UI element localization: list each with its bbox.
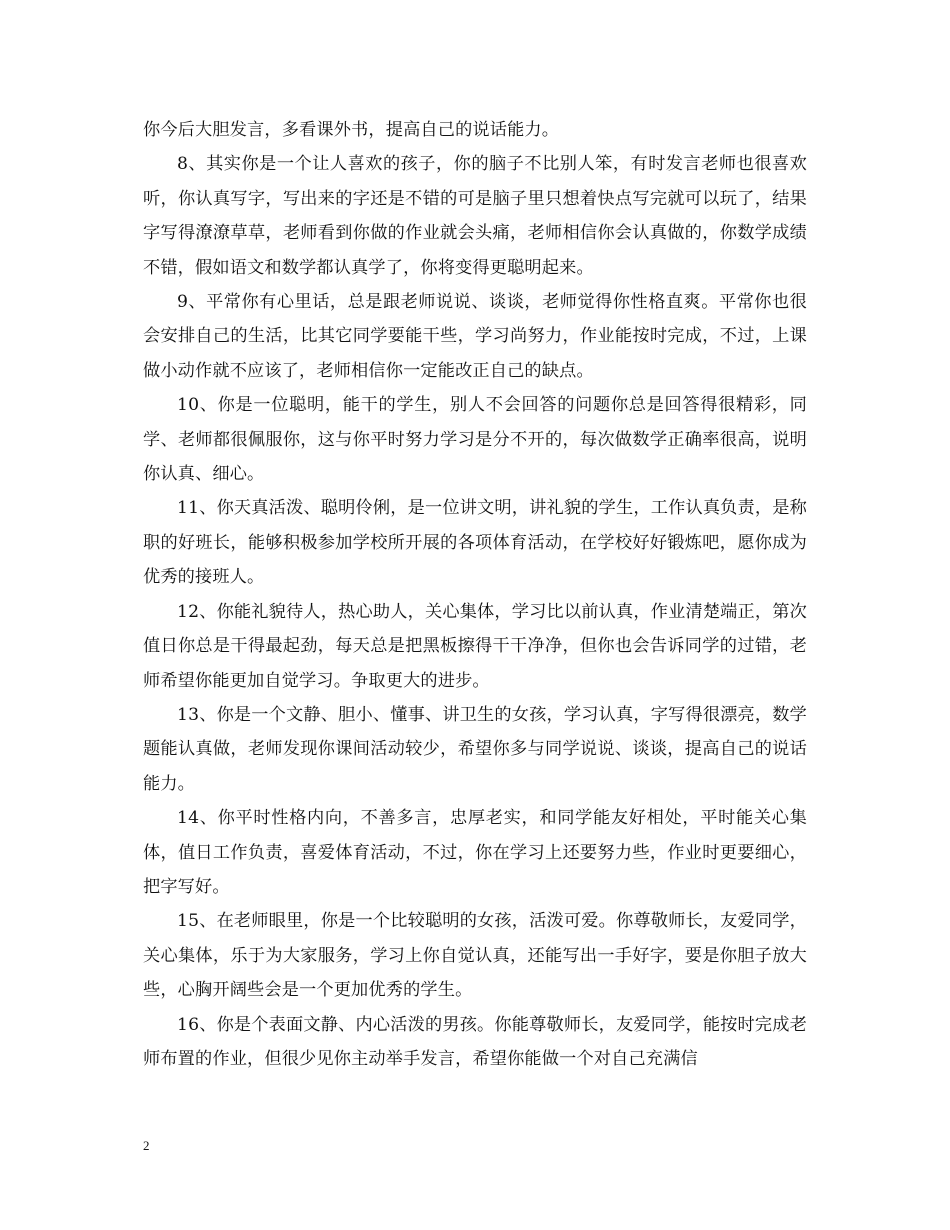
paragraph-comment-9: 9、平常你有心里话，总是跟老师说说、谈谈，老师觉得你性格直爽。平常你也很会安排自己的生活，比其它同学要能干些，学习尚努力，作业能按时完成，不过，上课做小动作就不应该了，老师相信你一定能改正自己的缺点。 <box>143 292 807 381</box>
paragraph-continuation: 你今后大胆发言，多看课外书，提高自己的说话能力。 <box>143 120 560 140</box>
paragraph-comment-11: 11、你天真活泼、聪明伶俐，是一位讲文明，讲礼貌的学生，工作认真负责，是称职的好班长，能够积极参加学校所开展的各项体育活动，在学校好好锻炼吧，愿你成为优秀的接班人。 <box>143 498 807 588</box>
paragraph-comment-14: 14、你平时性格内向，不善多言，忠厚老实，和同学能友好相处，平时能关心集体，值日工作负责，喜爱体育活动，不过，你在学习上还要努力些，作业时更要细心，把字写好。 <box>143 808 807 897</box>
paragraph-comment-8: 8、其实你是一个让人喜欢的孩子，你的脑子不比别人笨，有时发言老师也很喜欢听，你认真写字，写出来的字还是不错的可是脑子里只想着快点写完就可以玩了，结果字写得潦潦草草，老师看到你做的作业就会头痛，老师相信你会认真做的，你数学成绩不错，假如语文和数学都认真学了，你将变得更聪明起来。 <box>143 154 807 278</box>
page-number: 2 <box>143 1138 150 1153</box>
paragraph-comment-13: 13、你是一个文静、胆小、懂事、讲卫生的女孩，学习认真，字写得很漂亮，数学题能认真做，老师发现你课间活动较少，希望你多与同学说说、谈谈，提高自己的说话能力。 <box>143 704 807 794</box>
document-body <box>143 113 807 1076</box>
paragraph-comment-12: 12、你能礼貌待人，热心助人，关心集体，学习比以前认真，作业清楚端正，第次值日你总是干得最起劲，每天总是把黑板擦得干干净净，但你也会告诉同学的过错，老师希望你能更加自觉学习。争取更大的进步。 <box>143 601 807 691</box>
paragraph-comment-10: 10、你是一位聪明，能干的学生，别人不会回答的问题你总是回答得很精彩，同学、老师都很佩服你，这与你平时努力学习是分不开的，每次做数学正确率很高，说明你认真、细心。 <box>143 395 807 485</box>
paragraph-comment-16: 16、你是个表面文静、内心活泼的男孩。你能尊敬师长，友爱同学，能按时完成老师布置的作业，但很少见你主动举手发言，希望你能做一个对自己充满信 <box>143 1014 807 1069</box>
paragraph-comment-15: 15、在老师眼里，你是一个比较聪明的女孩，活泼可爱。你尊敬师长，友爱同学，关心集体，乐于为大家服务，学习上你自觉认真，还能写出一手好字，要是你胆子放大些，心胸开阔些会是一个更加优秀的学生。 <box>143 911 807 1001</box>
